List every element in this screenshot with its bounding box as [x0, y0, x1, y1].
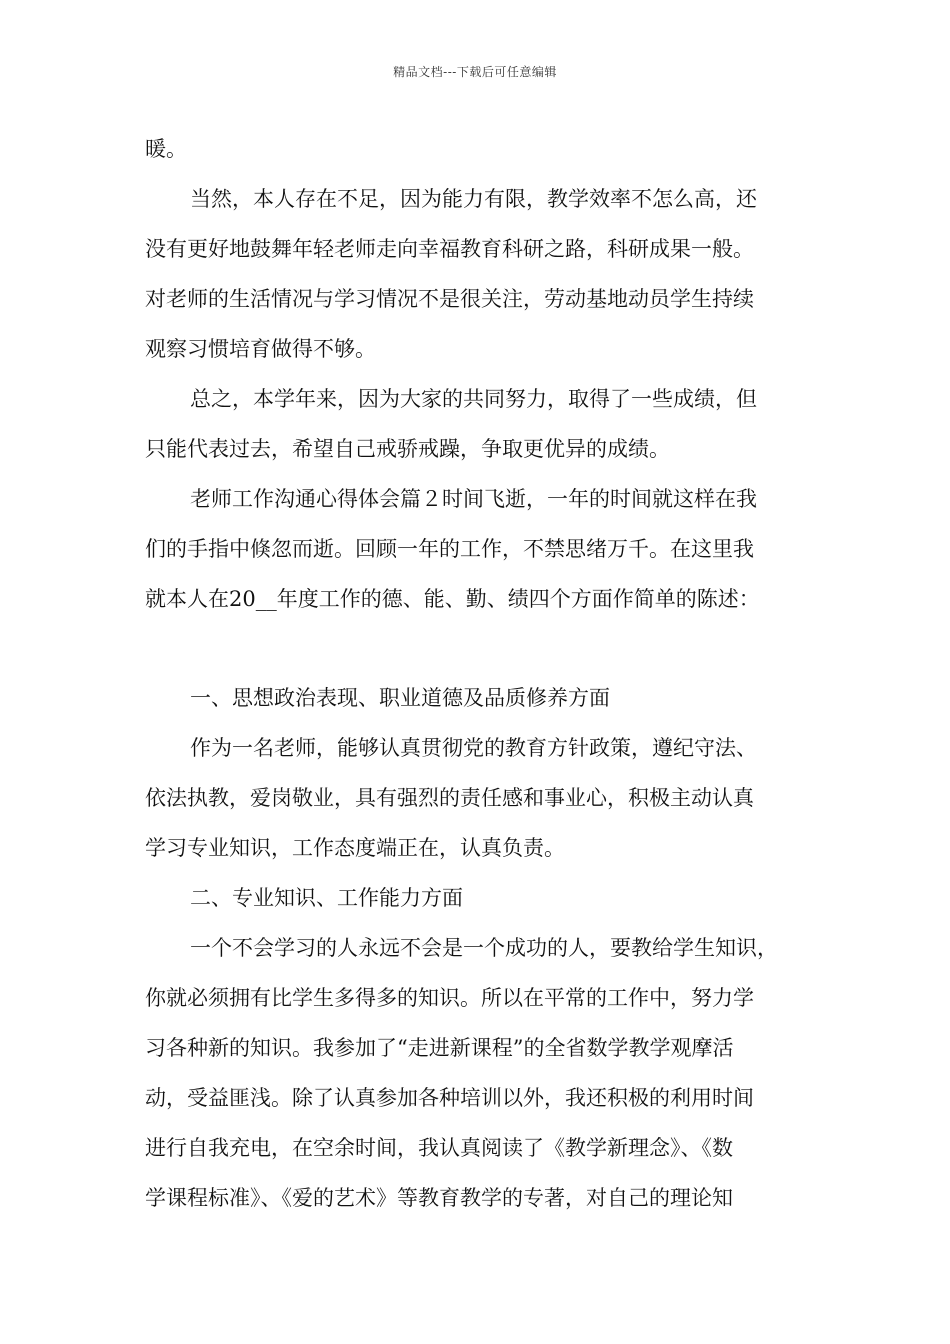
text-line: 一个不会学习的人永远不会是一个成功的人，要教给学生知识， [190, 936, 778, 960]
text-line: 动，受益匪浅。除了认真参加各种培训以外，我还积极的利用时间 [145, 1086, 754, 1110]
text-line: 对老师的生活情况与学习情况不是很关注，劳动基地动员学生持续 [145, 287, 754, 311]
section-heading: 一、思想政治表现、职业道德及品质修养方面 [190, 686, 610, 710]
page-header: 精品文档---下载后可任意编辑 [393, 65, 557, 79]
text-line: 当然，本人存在不足，因为能力有限，教学效率不怎么高，还 [190, 187, 757, 211]
text-line: 作为一名老师，能够认真贯彻党的教育方针政策，遵纪守法、 [190, 736, 757, 760]
text-line: 观察习惯培育做得不够。 [145, 337, 376, 361]
section-heading: 二、专业知识、工作能力方面 [190, 886, 463, 910]
text-line: 们的手指中倏忽而逝。回顾一年的工作，不禁思绪万千。在这里我 [145, 537, 754, 561]
text-line: 进行自我充电，在空余时间，我认真阅读了《教学新理念》、《数 [145, 1136, 733, 1160]
text-line: 你就必须拥有比学生多得多的知识。所以在平常的工作中，努力学 [145, 986, 754, 1010]
text-line: 总之，本学年来，因为大家的共同努力，取得了一些成绩，但 [190, 387, 757, 411]
text-line: 就本人在20__年度工作的德、能、勤、绩四个方面作简单的陈述： [145, 587, 760, 611]
text-line: 暖。 [145, 137, 187, 161]
text-line: 只能代表过去，希望自己戒骄戒躁，争取更优异的成绩。 [145, 437, 670, 461]
text-line: 学课程标准》、《爱的艺术》等教育教学的专著，对自己的理论知 [145, 1186, 733, 1210]
text-line: 依法执教，爱岗敬业，具有强烈的责任感和事业心，积极主动认真 [145, 786, 754, 810]
text-line: 老师工作沟通心得体会篇２时间飞逝，一年的时间就这样在我 [190, 487, 757, 511]
text-line: 没有更好地鼓舞年轻老师走向幸福教育科研之路，科研成果一般。 [145, 237, 754, 261]
text-line: 学习专业知识，工作态度端正在，认真负责。 [145, 836, 565, 860]
text-line: 习各种新的知识。我参加了“走进新课程”的全省数学教学观摩活 [145, 1036, 734, 1060]
